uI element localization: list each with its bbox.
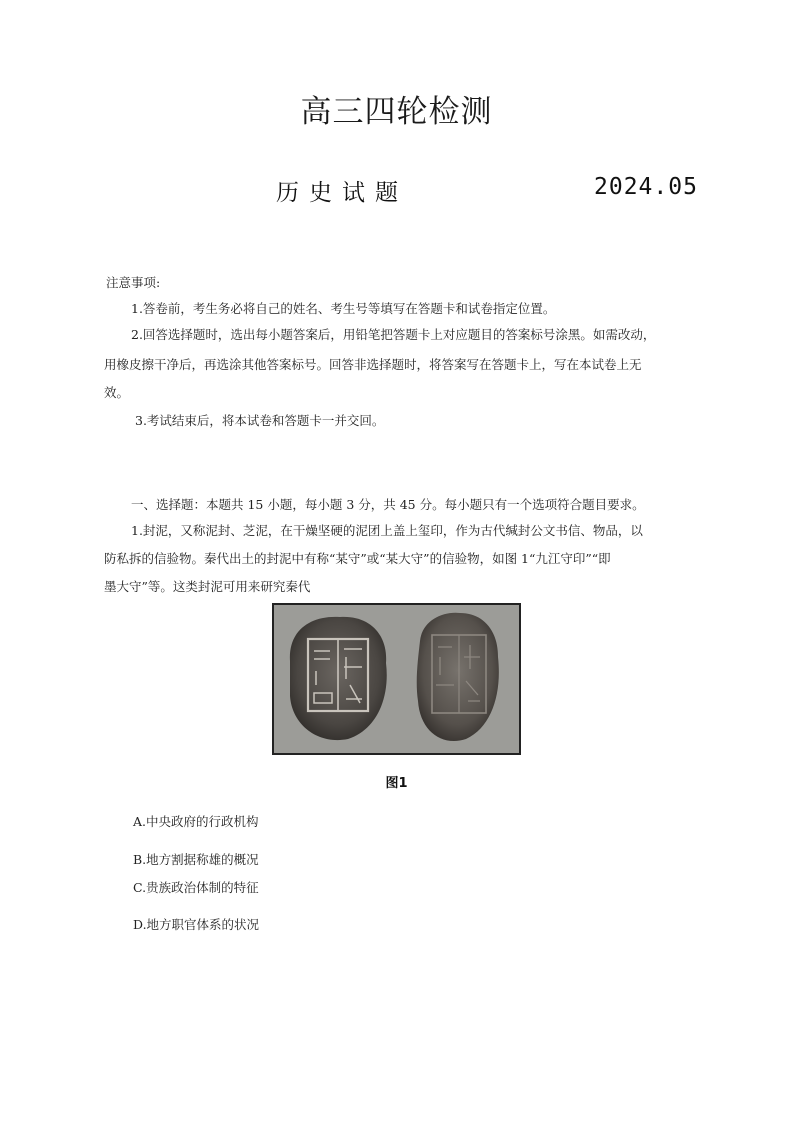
question-1-text-line-3: 墨大守”等。这类封泥可用来研究秦代 — [104, 579, 311, 594]
option-d: D.地方职官体系的状况 — [133, 917, 260, 932]
notice-item-2-continued-end: 效。 — [104, 385, 130, 400]
question-1-text-line-1: 1.封泥，又称泥封、芝泥，在干燥坚硬的泥团上盖上玺印，作为古代缄封公文书信、物品，以 — [131, 523, 643, 538]
section-heading: 一、选择题：本题共 15 小题，每小题 3 分，共 45 分。每小题只有一个选项符合题目要求。 — [131, 497, 645, 512]
exam-title: 高三四轮检测 — [300, 94, 493, 130]
notice-item-2: 2.回答选择题时，选出每小题答案后，用铅笔把答题卡上对应题目的答案标号涂黑。如需改动， — [131, 327, 656, 342]
question-1-text-line-2: 防私拆的信验物。秦代出土的封泥中有称“某守”或“某大守”的信验物，如图 1“九江守印”“即 — [104, 551, 611, 566]
subject-title: 历史试题 — [276, 180, 408, 206]
option-a: A.中央政府的行政机构 — [133, 814, 259, 829]
option-b: B.地方割据称雄的概况 — [133, 852, 259, 867]
notice-item-2-continued: 用橡皮擦干净后，再选涂其他答案标号。回答非选择题时，将答案写在答题卡上，写在本试卷上无 — [104, 357, 642, 372]
clay-seal-photo — [270, 601, 523, 757]
notice-item-3: 3.考试结束后，将本试卷和答题卡一并交回。 — [135, 413, 385, 428]
exam-date: 2024.05 — [594, 174, 698, 200]
notice-heading: 注意事项: — [106, 275, 161, 290]
option-c: C.贵族政治体制的特征 — [133, 880, 259, 895]
notice-item-1: 1.答卷前，考生务必将自己的姓名、考生号等填写在答题卡和试卷指定位置。 — [131, 301, 556, 316]
figure-caption: 图1 — [385, 776, 408, 791]
